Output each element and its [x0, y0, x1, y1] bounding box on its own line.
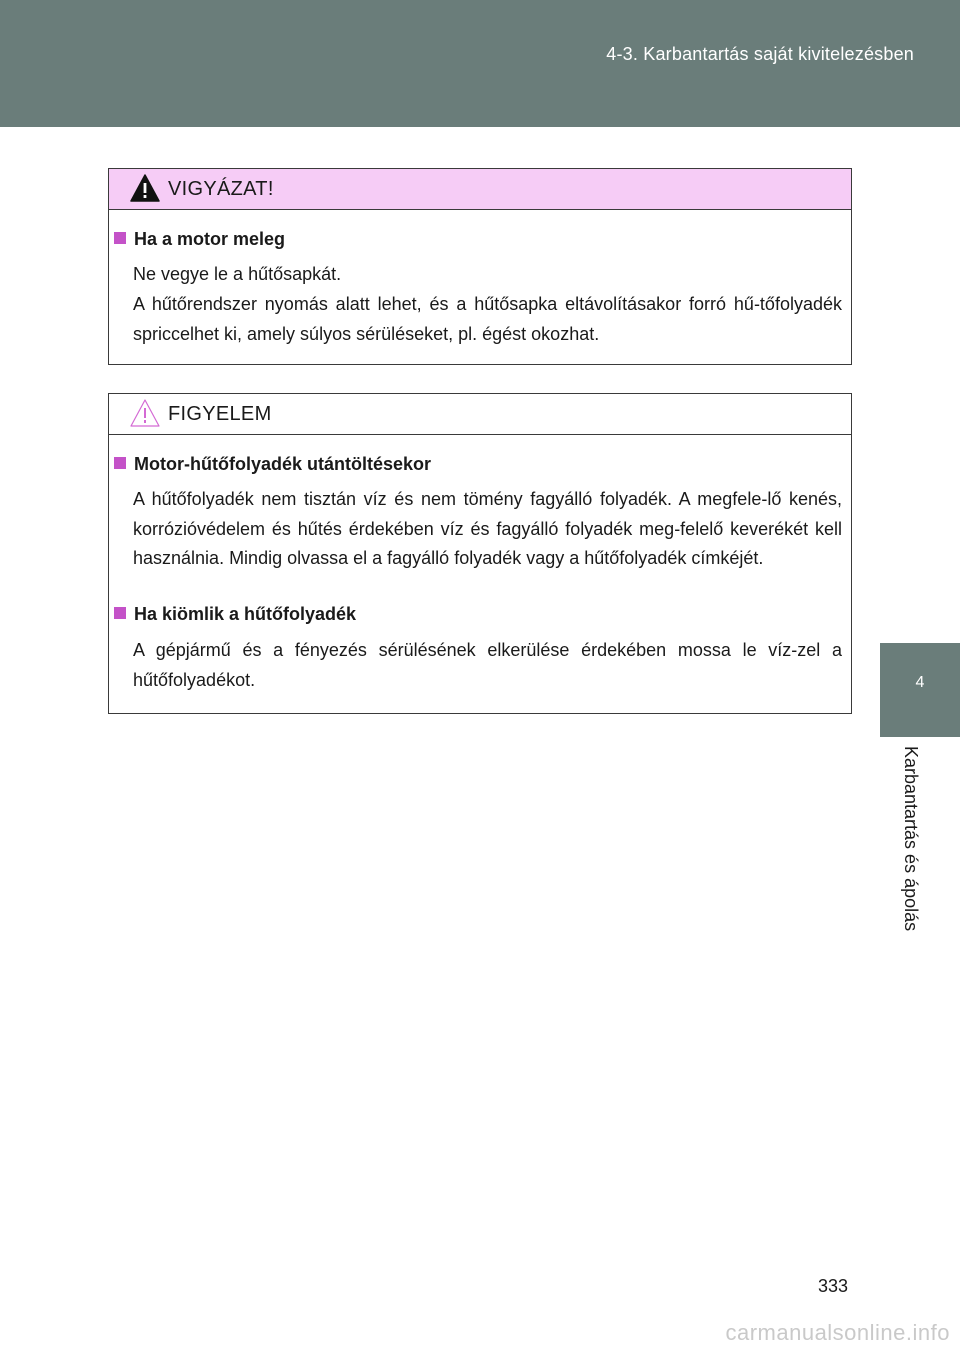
warning-triangle-filled-icon	[129, 173, 161, 203]
attention-box	[108, 393, 852, 714]
attention-subheading	[114, 454, 431, 475]
attention-subheading-text: Motor-hűtőfolyadék utántöltésekor	[134, 454, 432, 474]
attention-paragraph: A hűtőfolyadék nem tisztán víz és nem tömény fagyálló folyadék. A megfele-lő kenés, korrózióvédelem és hűtés érdekében víz és fagyálló folyadék meg-felelő keverékét kell használnia. Mindig olvassa el a fagyálló folyadék vagy a hűtőfolyadék címkéjét.	[133, 489, 842, 568]
bullet-square-icon	[114, 607, 126, 619]
attention-subheading-text: Ha kiömlik a hűtőfolyadék	[134, 604, 357, 624]
caution-subheading	[114, 229, 285, 250]
header-band	[0, 0, 960, 127]
chapter-label: Karbantartás és ápolás	[901, 746, 921, 932]
attention-title: FIGYELEM	[168, 403, 272, 425]
chapter-label-wrap	[900, 746, 936, 962]
attention-paragraph: A gépjármű és a fényezés sérülésének elkerülése érdekében mossa le víz-zel a hűtőfolyadékot.	[133, 640, 842, 690]
chapter-number: 4	[915, 674, 925, 691]
caution-header	[109, 169, 851, 210]
caution-box	[108, 168, 852, 365]
attention-subheading	[114, 604, 356, 625]
caution-title: VIGYÁZAT!	[168, 178, 274, 200]
attention-header	[109, 394, 851, 435]
section-title: 4-3. Karbantartás saját kivitelezésben	[606, 44, 914, 64]
warning-triangle-outline-icon	[129, 398, 161, 428]
bullet-square-icon	[114, 232, 126, 244]
page-number: 333	[818, 1276, 849, 1296]
caution-paragraph: A hűtőrendszer nyomás alatt lehet, és a hűtősapka eltávolításakor forró hű-tőfolyadék spriccelhet ki, amely súlyos sérüléseket, pl. égést okozhat.	[133, 294, 842, 344]
chapter-tab	[880, 643, 960, 737]
watermark: carmanualsonline.info	[725, 1320, 950, 1345]
caution-paragraph: Ne vegye le a hűtősapkát.	[133, 264, 342, 284]
bullet-square-icon	[114, 457, 126, 469]
caution-subheading-text: Ha a motor meleg	[134, 229, 286, 249]
